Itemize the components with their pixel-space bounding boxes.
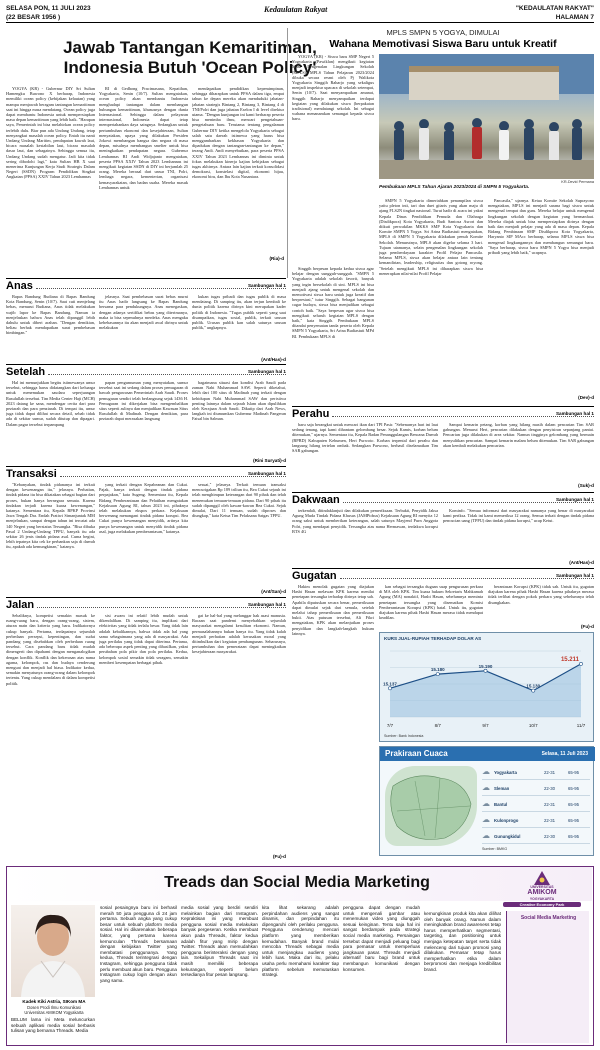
masthead-rule xyxy=(6,22,594,23)
kurs-panel xyxy=(379,632,594,742)
setelah-tag: (Rini Suryati)-d xyxy=(253,458,286,463)
ad-logo xyxy=(495,871,589,905)
smp-title: Wahana Memotivasi Siswa Baru untuk Kreatif xyxy=(329,38,557,50)
weather-table xyxy=(482,766,590,852)
ad-logo-line-1: UNIVERSITAS xyxy=(530,885,554,889)
weather-cloud-icon: ☁ xyxy=(482,815,490,824)
weather-row xyxy=(482,766,590,780)
weather-cloud-icon: ☁ xyxy=(482,799,490,808)
weather-city: Gunungkidul xyxy=(494,834,521,839)
ad-sidebar xyxy=(506,911,589,1043)
jalan-col-3 xyxy=(192,613,286,853)
kurs-point xyxy=(532,689,535,692)
section-gugatan-title: Gugatan xyxy=(292,570,337,582)
dakwaan-col-1 xyxy=(292,508,438,564)
dakwaan-col-1-text: terkendali, ditindaklanjuti dan dilakukan pemeriksaan. Terbukti, Penyidik Jaksa Agung Muda Tindak Pidana Khusus (JAMPidsus) Kejaksaan Agung RI menyita 12 orang saksi untuk memberikan keterangan, salah satunya Mayjend Purn Anggota Polri, yang mendapat penyidik. Tersangka atas nama Hermawan, terdakwa korupsi BTS 4G xyxy=(292,508,438,534)
smp-col-b-text: SMPN 5 Yogyakarta dimeriahkan penampilan siswa yaitu pleton inti, tari dan duet gitaris yang akan maju di ajang FLS2N tingkat nasional. Turut hadir di acara ini yakni Kepala Dinas Pendidikan Pemuda dan Olahraga (Disdikpora) Kota Yogyakarta, Budi Santosa Asrori dan diikuti perwakilan MKKS SMP Kota Yogyakarta dan Komite SMPN 5 Yogya. Sri Arina Budiastuti mengatakan, MPLS di SMPN 5 Yogyakarta dilakukan penuh Komite Sekolah. Menurutnya, MPLS akan digelar selama 3 hari. Tujuan utamanya, selain pengenalan lingkungan sekolah juga pemberdayaan karakter Profil Pelajar Pancasila. Selama MPLS, siswa akan belajar antara lain tentang kemandirian, leadership, religiusitas dan gotong royong. "Setelah mengikuti MPLS ini diharapkan siswa bisa menerapkan nilai-nilai Profil Pelajar xyxy=(379,198,483,276)
perahu-col-1 xyxy=(292,422,438,488)
weather-humidity: 65-95 xyxy=(568,818,579,823)
amikom-logo-icon xyxy=(534,871,550,885)
ad-logo-line-3: YOGYAKARTA xyxy=(529,897,555,901)
anas-col-1 xyxy=(6,294,95,362)
weather-row xyxy=(482,798,590,812)
ad-col-4 xyxy=(343,905,420,1043)
jalan-col-1 xyxy=(6,613,95,859)
smp-col-c xyxy=(488,198,594,394)
anas-col-3-text: kukan tugas pribadi dan tugas publik di masa mendatang. Di samping itu, akan terjun kembali ke dunia politik karena dirinya kini merupakan kader politik di Indonesia. "Tugas publik seperti yang saat disampaikan, tugas sosial, publik, terkait urusan publik. Urusan publik kan salah satunya urusan publik," ungkapnya. xyxy=(192,294,286,331)
kurs-point xyxy=(579,662,582,665)
jalan-continued: Sambungan hal 1 xyxy=(247,602,286,607)
ad-author-role-2: Universitas AMIKOM Yogyakarta xyxy=(24,1010,84,1015)
weather-humidity: 65-95 xyxy=(568,786,579,791)
kurs-value-label: 15.190 xyxy=(478,663,493,669)
ad-author-photo xyxy=(11,905,95,997)
smp-col-a xyxy=(292,266,374,402)
divider-vertical-main xyxy=(287,28,288,278)
smp-caption: Pembukaan MPLS Tahun Ajaran 2023/2024 di SMPN 5 Yogyakarta. xyxy=(379,185,530,190)
kurs-value-label: 15.137 xyxy=(383,681,397,687)
smp-photo-credit: KR-Devid Permana xyxy=(561,180,594,184)
ad-col-1-text: sosial pesaingnya baru ini berhasil meraih 50 juta pengguna di 24 jam pertama. Sebuah angka yang cukup besar untuk sebuah platform media sosial. Hal ini dikarenakan beberapa faktor, yang pertama karena kemunculan Threads bersamaan dengan kebijakan Twitter yang membatasi penggunanya. Yang kedua, Threads terintegrasi dengan Instagram, sehingga pengguna tidak perlu membuat akun baru. Pengguna Instagram cukup login dengan akun yang sama. xyxy=(100,905,177,983)
ad-author-role-1: Dosen Prodi Ilmu Komunikasi xyxy=(27,1005,81,1010)
smp-tag: (Dev)-d xyxy=(578,395,594,400)
lead-col-1-text: YOGYA (KR) - Gubernur DIY Sri Sultan Hamengku Buwono X berharap, Indonesia memiliki ocean policy (kebijakan kelautan) yang mampu menjawab beragam tantangan kemaritiman saat ini hingga masa mendatang. Ocean policy juga dapat membantu Indonesia untuk mempersiapkan masa depan kemaritiman yang lebih baik. "Harapan saya, Pemerintah ini bisa melahirkan ocean policy terlebih dulu. Biar pun ada Undang Undang, tetap menyangkut masalah ocean policy. Entah itu nanti Undang Undang Maritim, pendapatan kawah laut, bicara masalah kestabilan laut, bicara masalah dasar laut, dan sebagainya. Sehingga semua itu, Undang Undang sudah mengatur. Jadi kita tidak sering dibodohi lagi," kata Sultan HB X saat menerima Kunjungan Kerja Studi Strategis Dalam Negeri (SSDN) Program Pendidikan Singkat Angkatan (PPSA) XXIV Tahun 2023 Lemhannas xyxy=(6,86,95,180)
setelah-col-2-text: papan pengumuman yang menyatakan, sumur tersebut saat ini sedang dalam proses pemugaran di bawah pengawasan Pemerintah Arab Saudi. Proses pemugaran sendiri telah berlangsung sejak 1436 H. Pemugaran ini dikerjakan bisa mengembalikan situs seperti aslinya dan menjadikan Kawasan Situs Rasulullah di Madinah. Dengan demikian, para peziarah dapat merasakan langsung xyxy=(99,380,188,422)
rule-anas xyxy=(6,278,286,279)
jalan-col-1-text: Sebaliknya, kompetisi semakin masuk ke ruang-ruang baru, dengan orang-orang, sistem, aturan main dan kriteria yang baru. Indikatornya cukup banyak. Pertama, terdapatnya sejumlah perbedaan persepsi, kepentingan, dan sudut pandang yang disebabkan oleh perbedaan ruang tersebut. Cara pandang baru tidak mudah dimengerti dan dipahami dengan menganalogikan dengan konflik. Konflik dan kekerasan atas nama agama, kelompok, ras dan budaya cenderung menguat dan menjadi hal biasa. Indikator kedua, semakin menyatunya orang-orang dalam kelompok tertentu. Yang cukup mendalam di dalam kompetisi politik. xyxy=(6,613,95,686)
transaksi-col-1 xyxy=(6,482,95,594)
weather-city: Bantul xyxy=(494,802,508,807)
gugatan-col-3-text: berantasan Korupsi (KPK) tidak sah. Untuk itu, gugatan diajukan karena pihak Hasbi Hasan karena pihaknya merasa tidak terlibat dengan pokok perkara yang sebelumnya telah disangkakan. xyxy=(488,584,594,605)
kurs-tick-label: 9/7 xyxy=(482,723,489,728)
dakwaan-tag: (Ant/Has)-d xyxy=(569,560,594,565)
transaksi-col-2-text: yang terkait dengan Kepabeanan dan Cukai. Pajak, hanya terkait dengan tindak pidana perpajakan," kata Sugeng. Sementara itu, Kepala Bidang Pemberantasan dan Pelatihan mengatakan Kejaksaan Agung RI, tahun 2023 ini, pihaknya telah melakukan ekspos perkara. Kejaksaan berwenang menangani tindak pidana korupsi. Bea Cukai punya kewenangan menyidik, artinya kita punya kewenangan untuk menyidik tindak pidana asal, juga melakukan pemberantasan," katanya. xyxy=(99,482,188,534)
ad-col-2-text: media sosial yang berdiri sendiri melainkan bagian dari Instagram. Kepraktisan ini yang membuat pengguna sosial media melakukan banyak pergeseran. Ketika membuat akun pada Threads, faktor kedua adalah fitur yang mirip dengan Twitter. Threads akan memudahkan pengguna berinteraksi dengan yang lain. Sekalipun Threads saat ini masih memiliki beberapa kekurangan, seperti belum tersedianya fitur pesan langsung. xyxy=(181,905,258,978)
dakwaan-continued: Sambungan hal 1 xyxy=(555,497,594,502)
weather-city: Sleman xyxy=(494,786,510,791)
ad-col-0 xyxy=(11,1017,95,1043)
jalan-col-2-text: sisi awam ini relatif lebih mudah untuk dikendalikan. Di samping itu, implikasi dari efektivitas yang tidak terlalu besar. Yang tidak lain adalah kebalikannya, bahwa tidak ada hal yang sama sebagaimana yang ada di masyarakat. Ada juga perilaku yang tidak dapat diterima. Pertama, ada beberapa aspek penting yang dihasilkan, yakni perubahan pola pikir dan pola perilaku. Kedua, kelompok sosial semakin tidak seragam, semakin memberi kesempatan berbagai pihak. xyxy=(99,613,188,665)
setelah-continued: Sambungan hal 1 xyxy=(247,369,286,374)
weather-temp: 22-31 xyxy=(544,818,555,823)
lead-col-3-text: mendapatkan pendidikan kepemimpinan, sehingga diharapkan untuk PPSA dalam tiga, empat tahun ke depan mereka akan menduduki jabatan-jabatan strategis Bintang 2, Bintang 3, Bintang 4 di TNI/Polri dan juga jabatan Eselon I di level direktur utama. "Dengan kunjungan ini kami berharap peserta bisa menimba ilmu, mencari pengetahuan-pengetahuan baru. Terutama tentang pengalaman Gubernur DIY ketika mengelola Yogyakarta sebagai salah satu daerah istimewa yang harus bisa menggambarkan kekhasan Yogyakarta dan dipadukan dengan tantangan-tantangan ke depan," terang Andi. Andi menyebutkan, para peserta PPSA XXIV Tahun 2023 Lemhannas ini diminta untuk fokus melakukan kinerja kajian kebijakan sebagai tugas akhirnya. Antara lain kajian terkait konsolidasi demokrasi, konstelasi digital, ekonomi hijau, ekonomi biru, dan Ibu Kota Nusantara. xyxy=(192,86,284,180)
transaksi-col-2 xyxy=(99,482,188,594)
rule-jalan xyxy=(6,597,286,598)
weather-temp: 22-31 xyxy=(544,802,555,807)
smp-col-a-text: Singgih berpesan kepada kedua siswa agar belajar dengan sungguh-sungguh. "SMPN 5 Yogyakarta adalah sekolah favorit, banyak yang ingin bersekolah di sini. MPLS ini bisa menjadi ajang untuk mengenal sekolah dan memotivasi siswa baru untuk juga kreatif dan berprestasi," tutur Singgih. Sebagai bangunan cagar budaya, siswa bisa menjadikan sebagai contoh baik. "Saya berpesan agar siswa bisa mengikuti seluruh kegiatan MPLS dengan baik," kata Singgih. Pembukaan MPLS ditandai penyematan tanda peserta oleh Kepala SMPN 5 Yogyakarta, Sri Arina Budiastuti MPd BI. Pembukaan MPLS di xyxy=(292,266,374,339)
weather-humidity: 65-95 xyxy=(568,770,579,775)
smp-photo xyxy=(379,54,594,179)
anas-continued: Sambungan hal 1 xyxy=(247,283,286,288)
author-portrait xyxy=(11,905,95,997)
jalan-col-3-text: gai ke hal-hal yang melanggar hak asasi manusia. Bacaan saat pandemi menyebabkan sejumlah masyarakat mengalami kesulitan ekonomi. Namun, permasalahannya bukan hanya itu. Yang tidak kalah menjadi perhatian adalah kerusakan moral yang ditimbulkan dari kegiatan pembangunan. Seharusnya, pertumbuhan dan pemerataan dapat meningkatkan kesejahteraan masyarakat. xyxy=(192,613,286,655)
anas-col-3 xyxy=(192,294,286,356)
weather-title: Prakiraan Cuaca xyxy=(385,749,448,758)
anas-col-2-text: jelasnya. Saat pembebasan surat bebas murni itu Anas hadir langsung ke Bapas Bandung bersama para pendukungnya. Anas menegaskan, dengan adanya sertifikat bebas yang diterimanya, maka ia bisa sepenuhnya merdeka. Anas mengaku kebebasannya itu akan menjadi awal dirinya untuk melakukan xyxy=(99,294,188,331)
page-number: HALAMAN 7 xyxy=(555,14,594,21)
kurs-value-label: 15.211 xyxy=(560,656,579,663)
kurs-tick-label: 10/7 xyxy=(528,723,538,728)
lead-title-line-1: Jawab Tantangan Kemaritiman, xyxy=(63,38,317,57)
lead-title-line-2: Indonesia Butuh 'Ocean Policy' xyxy=(63,58,317,77)
ad-col-1 xyxy=(100,905,177,1043)
perahu-continued: Sambungan hal 1 xyxy=(555,411,594,416)
rule-perahu xyxy=(292,406,594,407)
rubric-label: "KEDAULATAN RAKYAT" xyxy=(515,5,594,12)
ad-col-2 xyxy=(181,905,258,1043)
jalan-tag: (Fu)-d xyxy=(272,854,286,859)
weather-city: Yogyakarta xyxy=(494,770,517,775)
smp-photo-scene xyxy=(379,54,594,179)
smp-kicker: MPLS SMPN 5 YOGYA, DIMULAI xyxy=(386,28,500,37)
kurs-tick-label: 8/7 xyxy=(434,723,441,728)
setelah-col-3-text: bagaimana situasi dan kondisi Arab Saudi pada zaman Nabi Muhammad SAW. Seperti diketahui, lebih dari 100 situs di Madinah yang terkait dengan kehidupan Nabi Muhammad SAW dan peristiwa penting lainnya dalam sejarah Islam akan dipulihkan oleh Kerajaan Arab Saudi. Dikutip dari Arab News, langkah ini diumumkan Gubernur Madinah Pangeran Faisal bin Salman. xyxy=(192,380,286,422)
gugatan-col-3 xyxy=(488,584,594,622)
anas-col-1-text: Bapas Bandung Budiana di Bapas Bandung Kota Bandung, Senin (10/7). Saat cuti menjelang bebas, menurut Budiana, Anas tidak melakukan wajib lapor ke Bapas Bandung. Namun ia menjelaskan bahwa Anas telah dipanggil lebih dahulu untuk diberi arahan. "Dengan demikian, beliau berhak mendapatkan surat pembebasan bimbingan." xyxy=(6,294,95,336)
masthead-logo: Kedaulatan Rakyat xyxy=(264,5,328,14)
rule-dakwaan xyxy=(292,492,594,493)
gugatan-tag: (Fu)-d xyxy=(580,624,594,629)
kurs-title: KURS JUAL-RUPIAH TERHADAP DOLAR AS xyxy=(384,636,482,641)
kurs-tick-label: 11/7 xyxy=(576,723,586,728)
weather-cloud-icon: ☁ xyxy=(482,831,490,840)
weather-map xyxy=(385,766,477,846)
section-perahu-title: Perahu xyxy=(292,408,330,420)
jalan-col-2 xyxy=(99,613,188,859)
weather-source: Sumber: BMKG xyxy=(482,847,508,851)
rule-setelah xyxy=(6,364,286,365)
weather-temp: 22-30 xyxy=(544,834,555,839)
perahu-tag: (Suk)-d xyxy=(578,483,594,488)
ad-author-name: Kadek Kiki Astria, SIKom MA xyxy=(22,999,86,1004)
setelah-col-1 xyxy=(6,380,95,463)
kurs-point xyxy=(388,687,391,690)
weather-row xyxy=(482,830,590,844)
ad-title: Treads dan Social Media Marketing xyxy=(164,874,430,891)
lead-col-2-text: RI di Gedhong Pracimasana, Kepatihan, Yogyakarta, Senin (10/7). Sultan mengatakan, ocean policy akan membantu Indonesia menghadapi tantangan dalam membangun hubungan kemaritiman, khususnya dengan dunia Internasional. Sehingga dalam pelayaran internasional, Indonesia dapat tetap mempertahankan daya saingnya. Sedangkan untuk pertumbuhan ekonomi dan kesejahteraan, Sultan menyatakan, upaya yang dilakukan Presiden Jokowi membangun bangsa dan negara di masa depan, misalnya membangun smelter untuk bisa meningkatkan pendapatan negara. Gubernur Lemhannas RI Andi Widjajanto mengatakan, peserta PPSA XXIV Tahun 2023 Lemhannas ini mengikuti kegiatan SSDN di DIY ini berjumlah 25 orang. Mereka berasal dari unsur TNI, Polri, lembaga negara, kementerian, organisasi kemasyarakatan, dan badan usaha. Mereka masuk Lemhannas untuk xyxy=(99,86,188,190)
ad-col-3 xyxy=(262,905,339,1043)
weather-temp: 22-31 xyxy=(544,770,555,775)
ad-col-3-text: kita lihat sekarang adalah perpindahan audiens yang sangat dinamis, dan perpindahan itu dipengaruhi oleh perilaku pengguna. Pengguna cenderung mencari platform yang memberikan kemudahan. Banyak brand mulai mencoba Threads sebagai media untuk menjangkau audiens yang lebih luas. Maka dari itu, pelaku usaha perlu memahami karakter tiap platform sebelum memutuskan strategi. xyxy=(262,905,339,978)
setelah-col-3 xyxy=(192,380,286,456)
lead-tag: (Ria)-d xyxy=(269,256,284,261)
gugatan-col-2-text: kan sebagai tersangka dugaan suap pengurusan perkara di MA oleh KPK. Tim kuasa hukum Sekretaris Mahkamah Agung (MA) nonaktif, Hasbi Hasan, sebelumnya meminta penetapan tersangka yang disematkan Komisi Pemberantasan Korupsi (KPK) batal. Untuk itu, gugatan diajukan karena pihak Hasbi Hasan merasa tidak mendapat keadilan. xyxy=(379,584,483,621)
transaksi-col-3 xyxy=(192,482,286,587)
weather-map-shape xyxy=(385,766,477,846)
weather-humidity: 65-95 xyxy=(568,834,579,839)
ad-col-5-text: kemungkinan produk kita akan dilihat oleh banyak orang. Namun dalam meningkatkan brand awareness tetap harus memperhatikan segmentasi, targeting, dan positioning untuk menjaga ketepatan target serta tidak melenceng dari tujuan promosi yang dilakukan. Pemasar tetap harus memperhatikan etika dalam berpromosi dan menjaga kredibilitas brand. xyxy=(424,911,501,972)
gugatan-col-2 xyxy=(379,584,483,628)
kurs-source: Sumber: Bank Indonesia xyxy=(384,734,424,738)
gugatan-col-1 xyxy=(292,584,374,854)
gugatan-col-1-text: Hakim menolak gugatan yang diajukan Hasbi Hasan melawan KPK karena menilai penetapan tersangka terhadap dirinya tetap sah. Apabila diputuskan secara benar, pemeriksaan dapat dimulai sejak dari semula, setelah melalui tahap pemeriksaan dan pemeriksaan bukti. Atas putusan tersebut, Ali Fikri mengatakan, KPK akan melanjutkan proses penyidikan dan langkah-langkah hukum lainnya. xyxy=(292,584,374,636)
ad-block xyxy=(6,866,594,1046)
weather-row xyxy=(482,814,590,828)
section-jalan-title: Jalan xyxy=(6,599,35,611)
transaksi-col-3-text: sesuai," jelasnya. Terkait temuan transaksi mencurigakan Rp 189 triliun itu, Bea Cukai sejauh ini telah menghimpun keterangan dari 90 pihak dan telah menemukan temuan-temuan pidana. Dari 90 pihak itu sudah dipanggil oleh kawan-kawan Bea Cukai. Sejak dimulai, Dari 11 temuan, sudah diproses dan diungkap," kata Ketua Tim Pelaksana Satgas TPPU. xyxy=(192,482,286,519)
rule-gugatan xyxy=(292,568,594,569)
dakwaan-col-2 xyxy=(443,508,594,558)
gugatan-continued: Sambungan hal 1 xyxy=(555,573,594,578)
transaksi-tag: (Ant/San)-d xyxy=(261,589,286,594)
hijri-date: (22 BESAR 1956 ) xyxy=(6,14,61,21)
ad-col-4-text: pengguna dapat dengan mudah untuk mengenali gambar atau menemukan video yang diunggah sesuai keinginan. Tentu saja hal ini sangat berdampak pada strategi social media marketing. Persaingan tersebut dapat menjadi peluang bagi para pemasar untuk memperluas jangkauan pasar. Threads menjadi alternatif baru bagi brand untuk membangun komunikasi dengan konsumen. xyxy=(343,905,420,972)
weather-cloud-icon: ☁ xyxy=(482,767,490,776)
rule-transaksi xyxy=(6,466,286,467)
weather-city: Kulonprogo xyxy=(494,818,519,823)
weather-temp: 22-30 xyxy=(544,786,555,791)
section-setelah-title: Setelah xyxy=(6,366,46,378)
perahu-col-1-text: baru saja berangkat untuk mencari ikan dari TPI Pasir. "Sebenarnya hari ini laut sedang tenang, tapi kami dihantam gelombang besar. Sejak Kamis, korban belum ditemukan," ujarnya. Sementara itu, Kepala Badan Penanggulangan Bencana Daerah (BPBD) Kabupaten Kebumen, Heri Purwoto. Korban terpental dari perahu dan langsung hilang tertelan ombak. Sedangkan Parwono, berhasil diselamatkan Tim SAR gabungan. xyxy=(292,422,438,454)
setelah-col-1-text: Hal ini menunjukkan begitu istimewanya umur tersebut, sehingga harus didatangkan dari keluarga untuk menemukan saudara seperjuangan Rasulullah tersebut. Tim Media Center Haji (MCH) 2023 datang ke sana, mendengar cerita dari para peziarah dan para penziarah. Di tempat itu, umur juga tidak dapat dilihat secara detail, sebab tidak ada di sekitar sumur, sudah ditutup dan dipagari. Dalam pagar tersebut terpampang xyxy=(6,380,95,427)
lead-col-1 xyxy=(6,86,95,261)
section-anas-title: Anas xyxy=(6,280,33,292)
kurs-tick-label: 7/7 xyxy=(386,723,394,728)
weather-panel xyxy=(379,746,594,856)
smp-col-c-text: Pancasila," ujarnya. Ketua Komite Sekolah Suprayono mengatakan, MPLS ini menjadi sarana bagi siswa untuk mengenal tempat dan guru. Mereka belajar untuk mengenal lingkungan sekolah dengan kegiatan yang bermanfaat. Mereka diajak untuk bisa mempersiapkan dirinya dengan baik dan menjadi pelajar yang ada di masa depan. Kepala Bidang Pembinaan SMP Disdikpora Kota Yogyakarta, Haryanto SIP MAcc berharap, selama MPLS siswa bisa mengenal lingkungannya dan membangun semangat baru. "Saya berharap, siswa baru SMPN 5 Yogya bisa menjadi pribadi yang lebih baik," ucapnya. xyxy=(488,198,594,256)
ad-col-5 xyxy=(424,911,501,1043)
kurs-point xyxy=(484,669,487,672)
ad-logo-tagline: Creative Economy Park xyxy=(503,902,581,907)
smp-col-b xyxy=(379,198,483,402)
perahu-col-2 xyxy=(443,422,594,480)
ad-sidebar-label: Social Media Marketing xyxy=(520,915,577,921)
ad-logo-line-2: AMIKOM xyxy=(527,889,557,896)
transaksi-col-1-text: "Kebanyakan, tindak pidananya ini terkait dengan kewenangan itu," jelasnya. Perhatian, tindak pidana itu bisa dikatakan sebagai bagian dari proses, bukan hanya bernegara semata. Karena tindakan terjadi karena kuasa kewenangan," katanya. Sementara itu, Kepala BPKP Provinsi Jawa Tengah Dra. Endah Pratiwi Simanjuntak MM menjelaskan, sampai dengan tahun ini tercatat ada 140 Negeri yang berstatus Tersangka. "Bisa dibuka Pasal 2 Undang-Undang TPPU, banyak itu ada sekitar 26 jenis tindak pidana asal. Cuma begini, lebih tepatnya kita cek ke perbankan saja di daerah itu, apakah ada kemungkinan," katanya. xyxy=(6,482,95,550)
kurs-value-label: 15.130 xyxy=(526,683,541,689)
anas-tag: (Ant/Has)-d xyxy=(261,357,286,362)
weather-row xyxy=(482,782,590,796)
section-transaksi-title: Transaksi xyxy=(6,468,57,480)
smp-top-col xyxy=(292,54,374,266)
kurs-chart xyxy=(380,643,595,733)
setelah-col-2 xyxy=(99,380,188,463)
weather-date: Selasa, 11 Juli 2023 xyxy=(541,751,588,757)
section-dakwaan-title: Dakwaan xyxy=(292,494,340,506)
dakwaan-col-2-text: Kominfo. "Semua informasi dari masyarakat namanya yang benar di masyarakat kami periksa. Tidak ini kami memeriksa 12 orang. Semua terkait dengan tindak pidana pencucian uang (TPPU) dan tindak pidana korupsi," ucap Ketut. xyxy=(443,508,594,524)
weather-humidity: 65-95 xyxy=(568,802,579,807)
issue-date: SELASA PON, 11 JULI 2023 xyxy=(6,5,91,12)
transaksi-continued: Sambungan hal 1 xyxy=(247,471,286,476)
lead-col-2 xyxy=(99,86,188,261)
lead-col-3 xyxy=(192,86,284,254)
weather-cloud-icon: ☁ xyxy=(482,783,490,792)
anas-col-2 xyxy=(99,294,188,362)
kurs-point xyxy=(436,673,439,676)
perahu-col-2-text: Sampai kemarin petang, korban yang hilang masih dalam pencarian Tim SAR gabungan. Menurut Heri, pencarian dilakukan dengan penyisiran sepanjang pantai. Pencarian juga dilakukan di area sekitar. Namun tingginya gelombang yang bermain menyulitkan pencarian. Sampai kemarin malam belum ditemukan. Tim SAR gabungan akan kembali melakukan pencarian. xyxy=(443,422,594,448)
ad-col-0-text: BELUM lama ini Meta meluncurkan sebuah aplikasi media sosial berbasis tulisan yang bernama Threads. Media xyxy=(11,1017,95,1034)
smp-top-col-text: YOGYA (KR) - Siswa baru SMP Negeri 5 Yogyakarta (Pawiklan) mengikuti kegiatan Masa Pengenalan Lingkungan Sekolah (MPLS). MPLS Tahun Pelajaran 2023/2024 dibuka secara resmi oleh Pj Walikota Yogyakarta Singgih Raharjo yang sekaligus menjadi inspektur upacara di sekolah setempat, Senin (10/7). Saat menyampaikan amanat, Singgih Raharjo menyampaikan terdapat kegiatan yang dilakukan siswa (berpakaian tradisional) mendatangi sekolah. Ini sebagai wahana menanamkan semangat kepada siswa baru. xyxy=(292,54,374,122)
kurs-value-label: 15.180 xyxy=(430,667,445,673)
